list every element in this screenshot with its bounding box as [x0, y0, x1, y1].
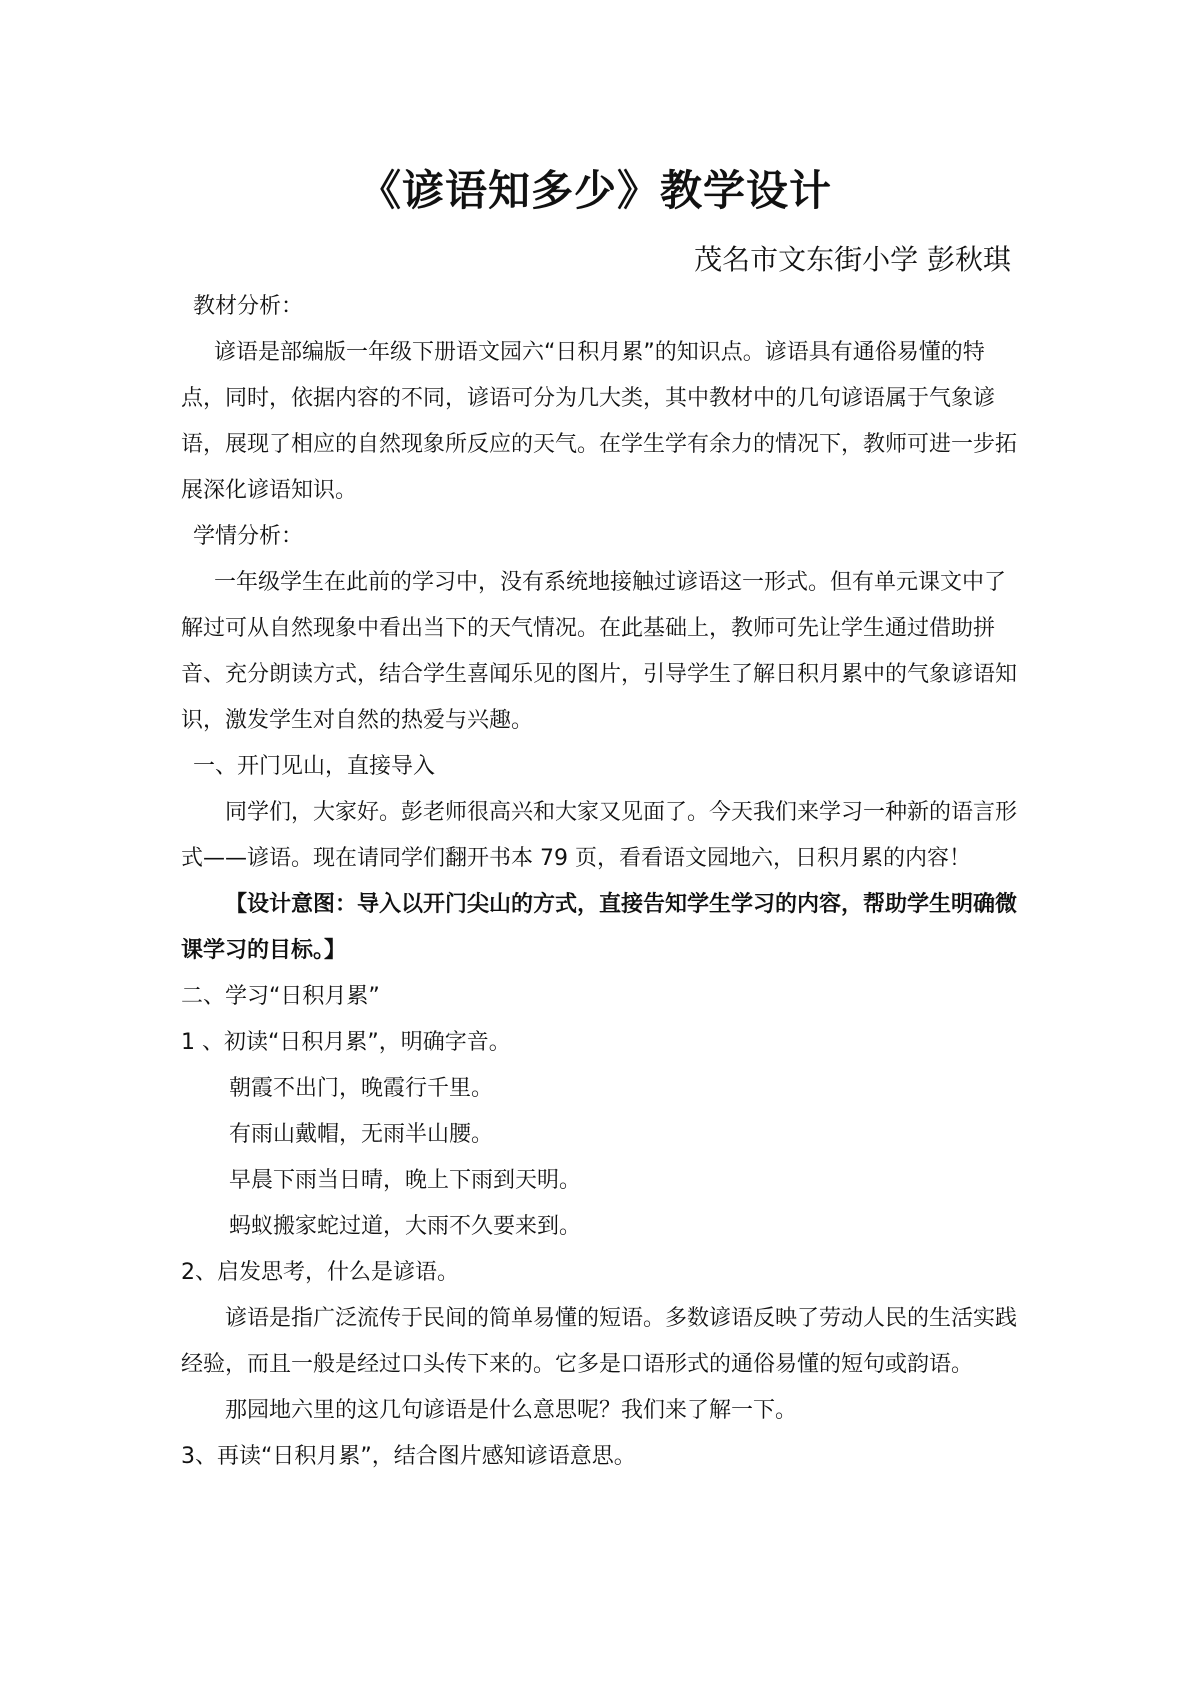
step1-heading: 一、开门见山，直接导入: [193, 754, 436, 779]
author-line: 茂名市文东街小学 彭秋琪: [694, 243, 1011, 276]
step1-text: 同学们，大家好。彭老师很高兴和大家又见面了。今天我们来学习一种新的语言形式——谚语。现在请同学们翻开书本 79 页，看看语文园地六，日积月累的内容！: [181, 800, 1018, 871]
proverb-question-text: 那园地六里的这几句谚语是什么意思呢？我们来了解一下。: [225, 1398, 798, 1423]
proverb-line: 早晨下雨当日晴，晚上下雨到天明。: [229, 1168, 582, 1193]
learning-analysis-heading: 学情分析：: [193, 524, 304, 549]
learning-analysis-text: 一年级学生在此前的学习中，没有系统地接触过谚语这一形式。但有单元课文中了解过可从自然现象中看出当下的天气情况。在此基础上，教师可先让学生通过借助拼音、充分朗读方式，结合学生喜闻乐见的图片，引导学生了解日积月累中的气象谚语知识，激发学生对自然的热爱与兴趣。: [181, 570, 1018, 733]
step2-heading: 二、学习“日积月累”: [181, 984, 380, 1009]
step2-2-heading: 2、启发思考，什么是谚语。: [181, 1260, 459, 1285]
material-analysis-heading: 教材分析：: [193, 294, 304, 319]
document-body: [181, 284, 1017, 1480]
proverb-line: 有雨山戴帽，无雨半山腰。: [229, 1122, 494, 1147]
material-analysis-text: 谚语是部编版一年级下册语文园六“日积月累”的知识点。谚语具有通俗易懂的特点，同时，依据内容的不同，谚语可分为几大类，其中教材中的几句谚语属于气象谚语，展现了相应的自然现象所反应的天气。在学生学有余力的情况下，教师可进一步拓展深化谚语知识。: [181, 340, 1018, 503]
page-title: 《谚语知多少》教学设计: [358, 166, 832, 215]
step2-3-heading: 3、再读“日积月累”，结合图片感知谚语意思。: [181, 1444, 636, 1469]
design-intent: 【设计意图：导入以开门尖山的方式，直接告知学生学习的内容，帮助学生明确微课学习的目标。】: [181, 892, 1018, 963]
proverb-line: 朝霞不出门，晚霞行千里。: [229, 1076, 494, 1101]
proverb-line: 蚂蚁搬家蛇过道，大雨不久要来到。: [229, 1214, 582, 1239]
step2-1-heading: 1 、初读“日积月累”，明确字音。: [181, 1030, 511, 1055]
proverb-definition-text: 谚语是指广泛流传于民间的简单易懂的短语。多数谚语反映了劳动人民的生活实践经验，而且一般是经过口头传下来的。它多是口语形式的通俗易懂的短句或韵语。: [181, 1306, 1018, 1377]
